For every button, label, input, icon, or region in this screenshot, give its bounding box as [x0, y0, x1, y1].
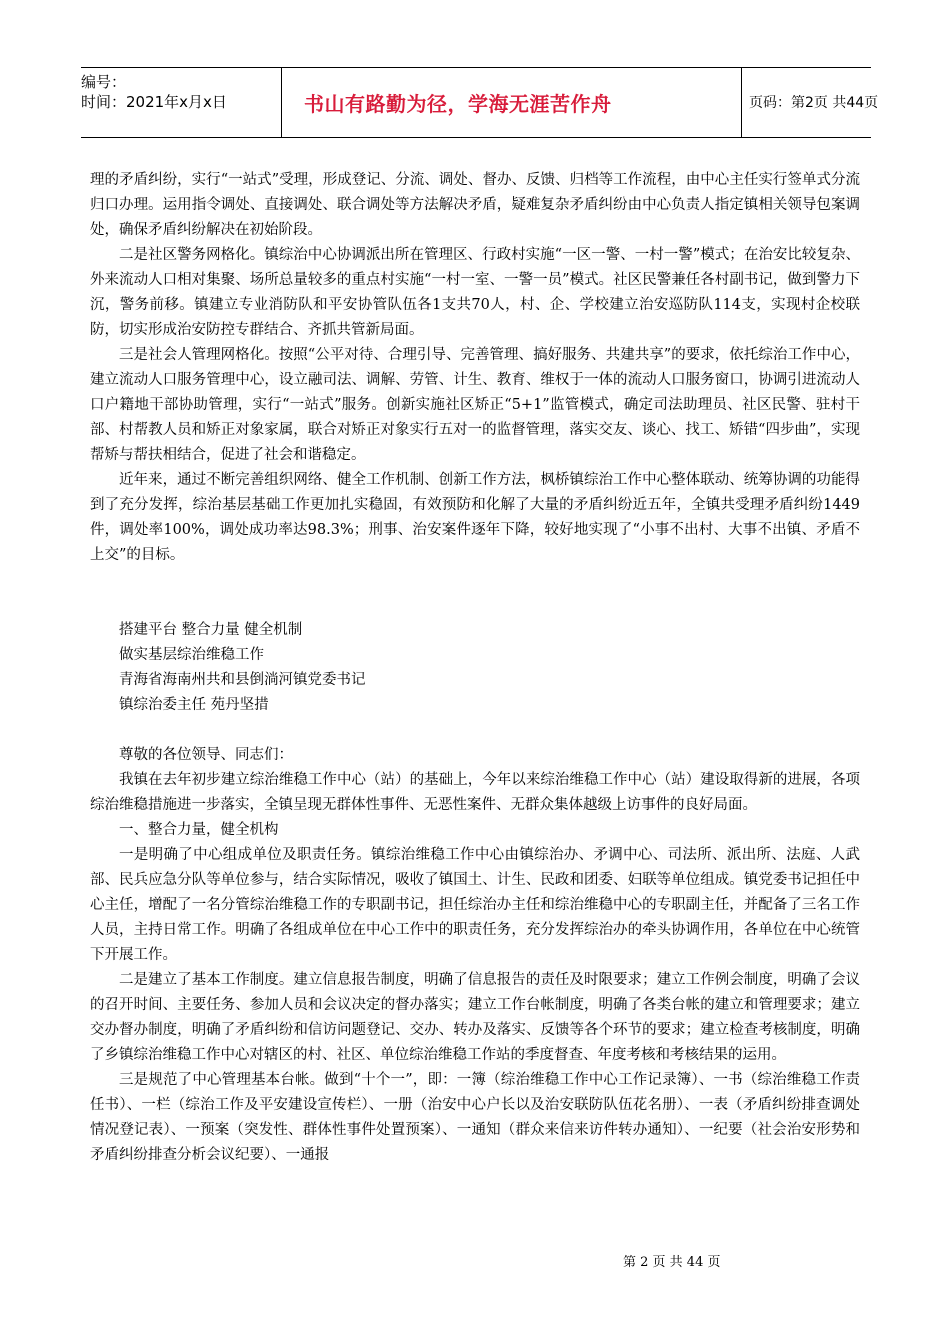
spacer: [90, 568, 860, 618]
page-footer: 第 2 页 共 44 页: [623, 1255, 721, 1270]
document-number-label: 编号：: [81, 73, 127, 91]
paragraph: 我镇在去年初步建立综治维稳工作中心（站）的基础上，今年以来综治维稳工作中心（站）建设取得新的进展，各项综治维稳措施进一步落实，全镇呈现无群体性事件、无恶性案件、无群众集体越级上访事件的良好局面。: [90, 772, 860, 813]
speech-author-line: 镇综治委主任 苑丹坚措: [119, 697, 269, 713]
header-motto: 书山有路勤为径，学海无涯苦作舟: [304, 92, 612, 116]
paragraph: 二是建立了基本工作制度。建立信息报告制度，明确了信息报告的责任及时限要求；建立工作例会制度，明确了会议的召开时间、主要任务、参加人员和会议决定的督办落实；建立工作台帐制度，明确了各类台帐的建立和管理要求；建立交办督办制度，明确了矛盾纠纷和信访问题登记、交办、转办及落实、反馈等各个环节的要求；建立检查考核制度，明确了乡镇综治维稳工作中心对辖区的村、社区、单位综治维稳工作站的季度督查、年度考核和考核结果的运用。: [90, 972, 860, 1063]
paragraph: 近年来，通过不断完善组织网络、健全工作机制、创新工作方法，枫桥镇综治工作中心整体联动、统筹协调的功能得到了充分发挥，综治基层基础工作更加扎实稳固，有效预防和化解了大量的矛盾纠纷近五年，全镇共受理矛盾纠纷1449件，调处率100%，调处成功率达98.3%；刑事、治安案件逐年下降，较好地实现了“小事不出村、大事不出镇、矛盾不上交”的目标。: [90, 472, 860, 563]
header-page-info: 页码：第2页 共44页: [749, 95, 879, 111]
spacer: [90, 718, 860, 743]
section-heading: 一、整合力量，健全机构: [119, 822, 279, 838]
speech-title-line: 搭建平台 整合力量 健全机制: [119, 622, 303, 638]
header-motto-cell: [281, 68, 742, 137]
document-time-label: 时间：2021年x月x日: [81, 93, 227, 111]
paragraph: 三是社会人管理网格化。按照“公平对待、合理引导、完善管理、搞好服务、共建共享”的要求，依托综治工作中心，建立流动人口服务管理中心，设立融司法、调解、劳管、计生、教育、维权于一体的流动人口服务窗口，协调引进流动人口户籍地干部协助管理，实行“一站式”服务。创新实施社区矫正“5+1”监管模式，确定司法助理员、社区民警、驻村干部、村帮教人员和矫正对象家属，联合对矫正对象实行五对一的监督管理，落实交友、谈心、找工、矫错“四步曲”，实现帮矫与帮扶相结合，促进了社会和谐稳定。: [90, 347, 860, 463]
header-meta: [81, 68, 281, 141]
speech-title-line: 做实基层综治维稳工作: [119, 647, 264, 663]
speech-author-line: 青海省海南州共和县倒淌河镇党委书记: [119, 672, 366, 688]
header-page-cell: [749, 68, 879, 137]
document-body: [90, 168, 860, 1168]
salutation: 尊敬的各位领导、同志们：: [119, 747, 293, 763]
paragraph: 理的矛盾纠纷，实行“一站式”受理，形成登记、分流、调处、督办、反馈、归档等工作流程，由中心主任实行签单式分流归口办理。运用指令调处、直接调处、联合调处等方法解决矛盾，疑难复杂矛盾纠纷由中心负责人指定镇相关领导包案调处，确保矛盾纠纷解决在初始阶段。: [90, 172, 860, 238]
paragraph: 三是规范了中心管理基本台帐。做到“十个一”，即：一簿（综治维稳工作中心工作记录簿）、一书（综治维稳工作责任书）、一栏（综治工作及平安建设宣传栏）、一册（治安中心户长以及治安联防队伍花名册）、一表（矛盾纠纷排查调处情况登记表）、一预案（突发性、群体性事件处置预案）、一通知（群众来信来访件转办通知）、一纪要（社会治安形势和矛盾纠纷排查分析会议纪要）、一通报: [90, 1072, 860, 1163]
paragraph: 二是社区警务网格化。镇综治中心协调派出所在管理区、行政村实施“一区一警、一村一警”模式；在治安比较复杂、外来流动人口相对集聚、场所总量较多的重点村实施“一村一室、一警一员”模式。社区民警兼任各村副书记，做到警力下沉，警务前移。镇建立专业消防队和平安协管队伍各1支共70人，村、企、学校建立治安巡防队114支，实现村企校联防，切实形成治安防控专群结合、齐抓共管新局面。: [90, 247, 860, 338]
page-header: [81, 67, 879, 138]
paragraph: 一是明确了中心组成单位及职责任务。镇综治维稳工作中心由镇综治办、矛调中心、司法所、派出所、法庭、人武部、民兵应急分队等单位参与，结合实际情况，吸收了镇国土、计生、民政和团委、妇联等单位组成。镇党委书记担任中心主任，增配了一名分管综治维稳工作的专职副书记，担任综治办主任和综治维稳中心的专职副主任，并配备了三名工作人员，主持日常工作。明确了各组成单位在中心工作中的职责任务，充分发挥综治办的牵头协调作用，各单位在中心统管下开展工作。: [90, 847, 860, 963]
